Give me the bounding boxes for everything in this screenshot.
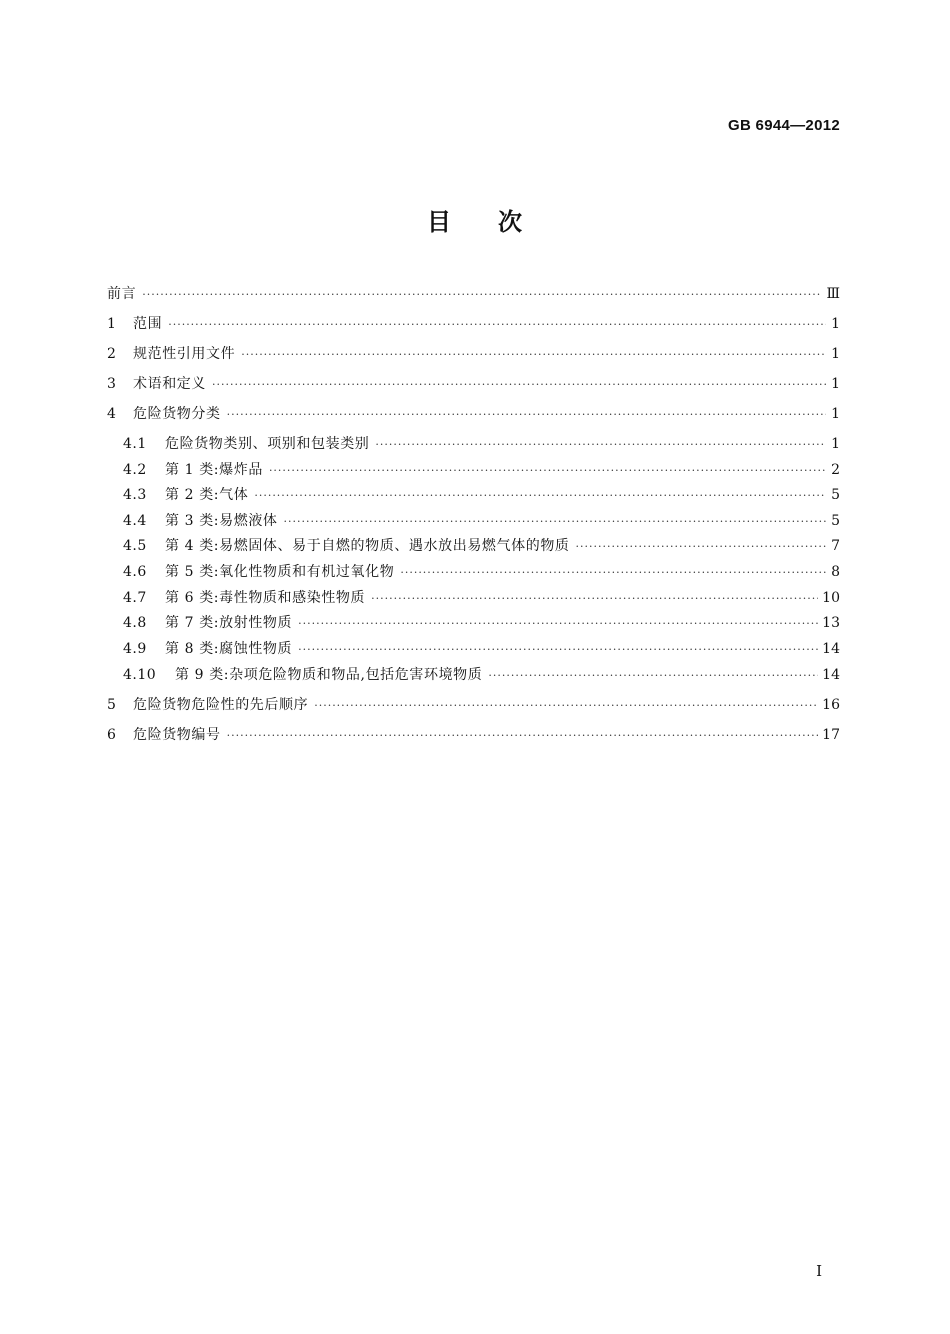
toc-entry-4-4[interactable] [123,510,840,532]
toc-entry-4-5[interactable] [123,535,840,557]
toc-page: 5 [831,487,840,503]
toc-label: 前言 [107,286,137,302]
toc-entry-6[interactable] [107,724,840,746]
toc-label: 第 4 类:易燃固体、易于自燃的物质、遇水放出易燃气体的物质 [165,538,570,554]
toc-leader [254,489,826,502]
toc-label: 规范性引用文件 [133,346,236,362]
toc-number: 1 [107,316,117,332]
toc-number: 4.4 [123,513,147,529]
toc-entry-4-6[interactable] [123,561,840,583]
toc-page: 5 [831,513,840,529]
toc-page: 16 [822,697,840,713]
toc-entry-1[interactable] [107,313,840,335]
footer-page-number: I [816,1262,822,1280]
toc-page: 13 [822,615,840,631]
toc-entry-4-1[interactable] [123,433,840,455]
toc-page: 1 [831,346,840,362]
title-char-1: 目 [427,207,452,236]
toc-entry-2[interactable] [107,343,840,365]
toc-number: 4.6 [123,564,147,580]
toc-page: 10 [822,590,840,606]
toc-number: 3 [107,376,117,392]
toc-page: 8 [831,564,840,580]
toc-entry-5[interactable] [107,694,840,716]
toc-page: 1 [831,376,840,392]
toc-leader [168,318,826,331]
toc-leader [371,592,818,605]
toc-label: 第 6 类:毒性物质和感染性物质 [165,590,366,606]
toc-entry-3[interactable] [107,373,840,395]
toc-leader [142,288,822,301]
toc-label: 危险货物危险性的先后顺序 [133,697,309,713]
toc-page: 14 [822,667,840,683]
title-char-2: 次 [498,207,523,236]
toc-label: 第 5 类:氧化性物质和有机过氧化物 [165,564,395,580]
toc-entry-4-8[interactable] [123,612,840,634]
toc-leader [375,438,826,451]
toc-label: 第 2 类:气体 [165,487,249,503]
toc-label: 范围 [133,316,163,332]
toc-leader [298,643,818,656]
toc-leader [269,464,826,477]
toc-entry-foreword[interactable] [107,283,840,305]
toc-label: 第 8 类:腐蚀性物质 [165,641,293,657]
toc-label: 危险货物分类 [133,406,221,422]
toc-page: 2 [831,462,840,478]
toc-page: 17 [822,727,840,743]
toc-page: 1 [831,436,840,452]
toc-number: 4.7 [123,590,147,606]
toc-leader [576,540,826,553]
toc-number: 4.1 [123,436,147,452]
toc-page: Ⅲ [826,286,840,302]
toc-number: 2 [107,346,117,362]
toc-label: 第 7 类:放射性物质 [165,615,293,631]
toc-label: 第 3 类:易燃液体 [165,513,278,529]
toc-number: 4.8 [123,615,147,631]
toc-number: 4.3 [123,487,147,503]
toc-leader [284,515,826,528]
toc-number: 4.2 [123,462,147,478]
toc-leader [212,378,826,391]
toc-label: 术语和定义 [133,376,206,392]
toc-entry-4[interactable] [107,403,840,425]
toc-number: 4 [107,406,117,422]
toc-page: 1 [831,316,840,332]
toc-entry-4-3[interactable] [123,484,840,506]
toc-label: 危险货物编号 [133,727,221,743]
toc-leader [314,699,818,712]
toc-number: 6 [107,727,117,743]
toc-leader [298,617,818,630]
toc-number: 4.10 [123,667,157,683]
toc-label: 第 9 类:杂项危险物质和物品,包括危害环境物质 [175,667,483,683]
toc-page: 14 [822,641,840,657]
toc-label: 第 1 类:爆炸品 [165,462,263,478]
toc-entry-4-2[interactable] [123,459,840,481]
page-title [0,202,950,237]
toc-page: 1 [831,406,840,422]
toc-leader [488,669,818,682]
toc-number: 4.9 [123,641,147,657]
toc-number: 4.5 [123,538,147,554]
toc-leader [400,566,826,579]
toc-entry-4-10[interactable] [123,664,840,686]
toc-page: 7 [831,538,840,554]
toc-leader [227,729,819,742]
standard-number: GB 6944—2012 [727,117,840,134]
toc-number: 5 [107,697,117,713]
toc-label: 危险货物类别、项别和包装类别 [165,436,370,452]
toc-leader [241,348,826,361]
toc-entry-4-7[interactable] [123,587,840,609]
toc-entry-4-9[interactable] [123,638,840,660]
toc-leader [227,408,826,421]
